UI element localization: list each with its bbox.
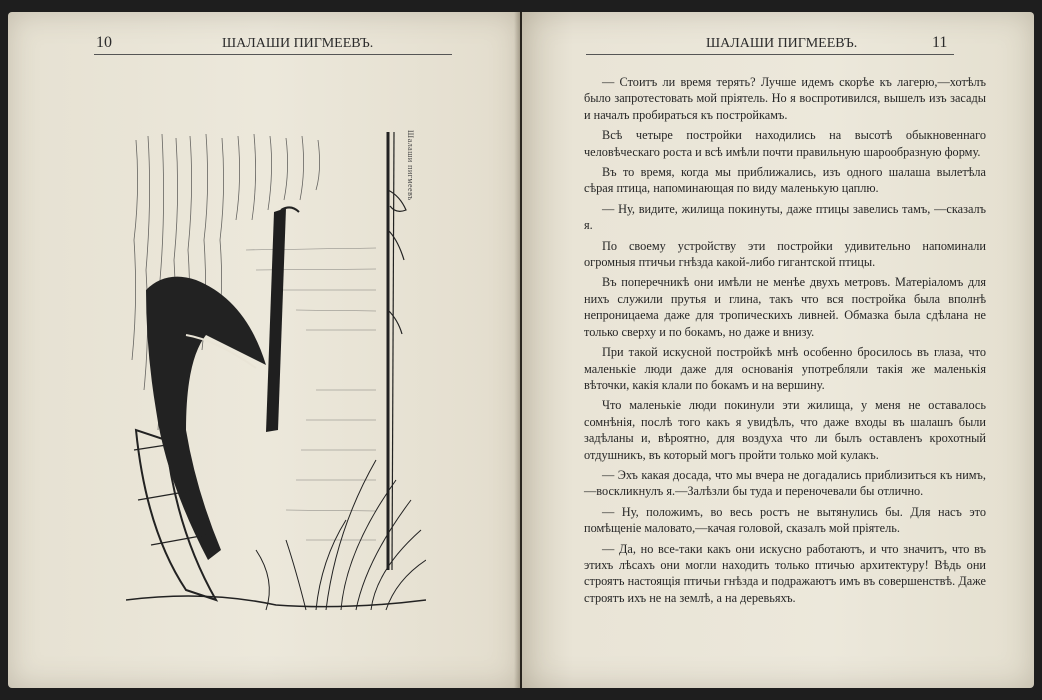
paragraph: По своему устройству эти постройки удивительно напоминали огромныя птичьи гнѣзда какой-либо гигантской птицы. — [584, 238, 986, 270]
paragraph: — Ну, положимъ, во весь ростъ не вытянулись бы. Для насъ это помѣщеніе маловато,—качая головой, сказалъ мой пріятель. — [584, 504, 986, 536]
engraving-illustration — [126, 130, 426, 620]
paragraph: При такой искусной постройкѣ мнѣ особенно бросилось въ глаза, что маленькіе люди даже для основанія употребляли такія же маленькія вѣточки, какія клали по бокамъ и на вершину. — [584, 345, 986, 392]
paragraph: — Да, но все-таки какъ они искусно работаютъ, и что значитъ, что въ этихъ лѣсахъ они могли находить только птичью архитектуру! Вѣдь они строятъ настоящія птичьи гнѣзда и подражаютъ имъ въ совершенствѣ. Даже строятъ ихъ не на землѣ, а на деревьяхъ. — [584, 541, 986, 605]
running-head: ШАЛАШИ ПИГМЕЕВЪ. — [706, 36, 858, 51]
page-number: 10 — [96, 34, 112, 51]
running-head: ШАЛАШИ ПИГМЕЕВЪ. — [222, 36, 374, 51]
page-number: 11 — [932, 34, 948, 51]
paragraph: — Эхъ какая досада, что мы вчера не догадались приблизиться къ нимъ,—воскликнулъ я.—Залѣзли бы туда и переночевали бы отлично. — [584, 467, 986, 499]
header-rule — [94, 54, 452, 55]
body-text — [584, 74, 986, 610]
paragraph: Что маленькіе люди покинули эти жилища, у меня не оставалось сомнѣнія, послѣ того какъ я увидѣлъ, что даже входы въ шалашъ были задѣланы и, вѣроятно, для воздуха что ли былъ оставленъ крохотный отдушникъ, въ который могъ пройти только мой кулакъ. — [584, 398, 986, 462]
right-page — [522, 12, 1034, 688]
paragraph: — Стоитъ ли время терять? Лучше идемъ скорѣе къ лагерю,—хотѣлъ было запротестовать мой пріятель. Но я воспротивился, вышелъ изъ засады и началъ пробираться къ постройкамъ. — [584, 75, 986, 122]
paragraph: Въ поперечникѣ они имѣли не менѣе двухъ метровъ. Матеріаломъ для нихъ служили прутья и глина, такъ что вся постройка была вполнѣ непроницаема даже для тропическихъ ливней. Обмазка была сдѣлана не только сверху и по бокамъ, но даже и внизу. — [584, 275, 986, 339]
header-rule — [586, 54, 954, 55]
paragraph: Всѣ четыре постройки находились на высотѣ обыкновеннаго человѣческаго роста и всѣ имѣли почти правильную шарообразную форму. — [584, 128, 986, 159]
paragraph: — Ну, видите, жилища покинуты, даже птицы завелись тамъ, —сказалъ я. — [584, 201, 986, 233]
illustration-caption: Шалаши пигмеевъ — [406, 130, 415, 201]
paragraph: Въ то время, когда мы приближались, изъ одного шалаша вылетѣла сѣрая птица, напоминающая по виду маленькую цаплю. — [584, 165, 986, 196]
left-page — [8, 12, 520, 688]
